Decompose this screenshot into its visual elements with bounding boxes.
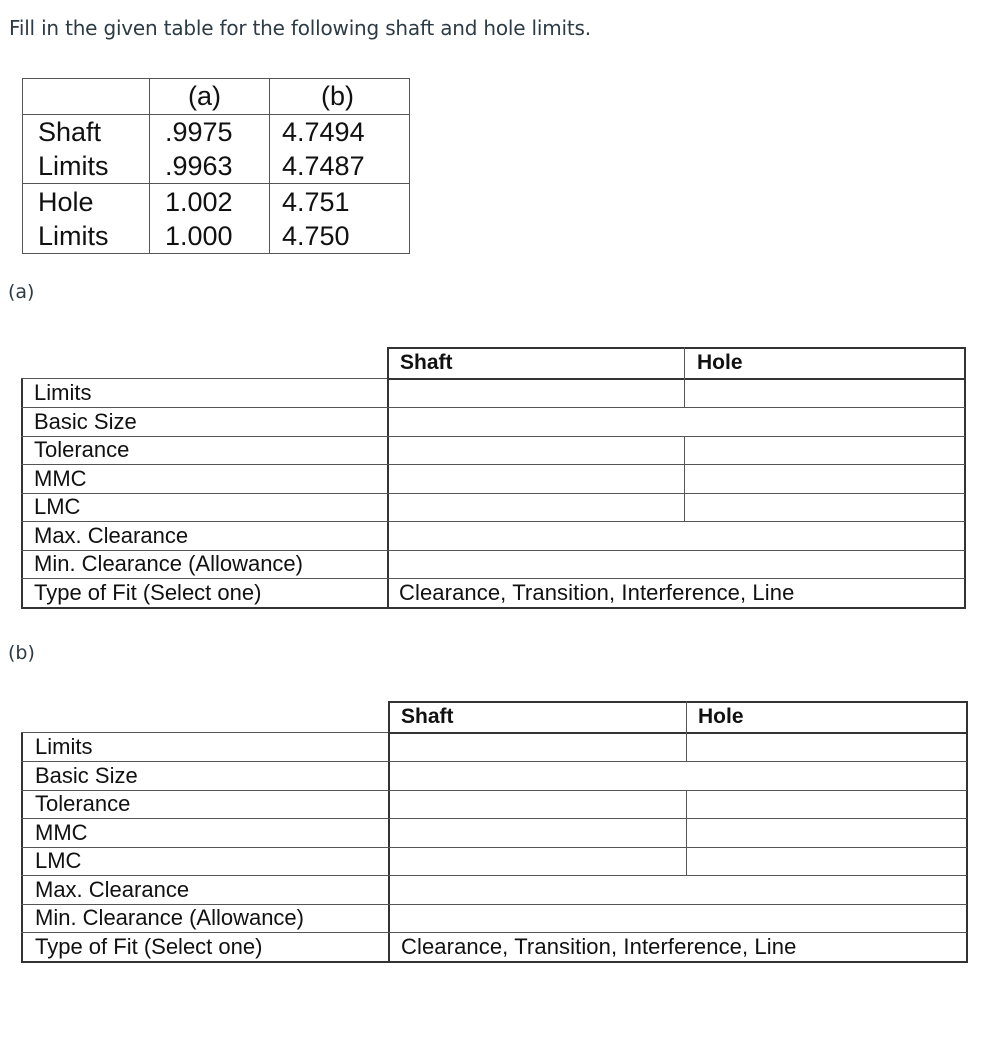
part-a-row-mmc: MMC bbox=[34, 466, 87, 491]
given-limits-table bbox=[22, 78, 410, 254]
given-col-a-header: (a) bbox=[188, 81, 221, 111]
part-a-row-lmc: LMC bbox=[34, 494, 81, 519]
part-b-row-min-clearance: Min. Clearance (Allowance) bbox=[35, 905, 304, 930]
part-b-row-tolerance: Tolerance bbox=[35, 791, 131, 816]
given-hole-a-upper: 1.002 bbox=[165, 187, 233, 217]
given-shaft-b-upper: 4.7494 bbox=[282, 117, 365, 147]
given-shaft-label-2: Limits bbox=[38, 151, 109, 181]
part-a-row-type-of-fit: Type of Fit (Select one) bbox=[34, 580, 262, 605]
part-b-label: (b) bbox=[8, 642, 35, 664]
part-a-label: (a) bbox=[8, 281, 35, 303]
part-a-header-hole: Hole bbox=[697, 351, 743, 374]
given-shaft-label: Shaft bbox=[38, 117, 102, 147]
part-b-fit-options[interactable]: Clearance, Transition, Interference, Line bbox=[401, 934, 797, 959]
part-a-row-basic-size: Basic Size bbox=[34, 409, 137, 434]
part-b-header-hole: Hole bbox=[698, 705, 744, 728]
part-b-row-basic-size: Basic Size bbox=[35, 763, 138, 788]
part-b-row-max-clearance: Max. Clearance bbox=[35, 877, 190, 902]
given-shaft-a-upper: .9975 bbox=[165, 117, 233, 147]
question-prompt: Fill in the given table for the following shaft and hole limits. bbox=[9, 16, 591, 40]
given-hole-label-2: Limits bbox=[38, 221, 109, 251]
given-hole-label: Hole bbox=[38, 187, 94, 217]
part-b-row-mmc: MMC bbox=[35, 820, 88, 845]
part-a-row-tolerance: Tolerance bbox=[34, 437, 130, 462]
given-shaft-b-lower: 4.7487 bbox=[282, 151, 365, 181]
given-shaft-a-lower: .9963 bbox=[165, 151, 233, 181]
part-a-header-shaft: Shaft bbox=[400, 351, 453, 374]
part-b-row-lmc: LMC bbox=[35, 848, 82, 873]
part-a-fit-options[interactable]: Clearance, Transition, Interference, Line bbox=[399, 580, 795, 605]
given-hole-a-lower: 1.000 bbox=[165, 221, 233, 251]
part-b-row-limits: Limits bbox=[35, 734, 93, 759]
part-a-row-max-clearance: Max. Clearance bbox=[34, 523, 189, 548]
part-b-header-shaft: Shaft bbox=[401, 705, 454, 728]
given-col-b-header: (b) bbox=[321, 81, 354, 111]
part-a-row-limits: Limits bbox=[34, 380, 92, 405]
given-hole-b-upper: 4.751 bbox=[282, 187, 350, 217]
given-hole-b-lower: 4.750 bbox=[282, 221, 350, 251]
part-a-row-min-clearance: Min. Clearance (Allowance) bbox=[34, 551, 303, 576]
part-b-row-type-of-fit: Type of Fit (Select one) bbox=[35, 934, 263, 959]
